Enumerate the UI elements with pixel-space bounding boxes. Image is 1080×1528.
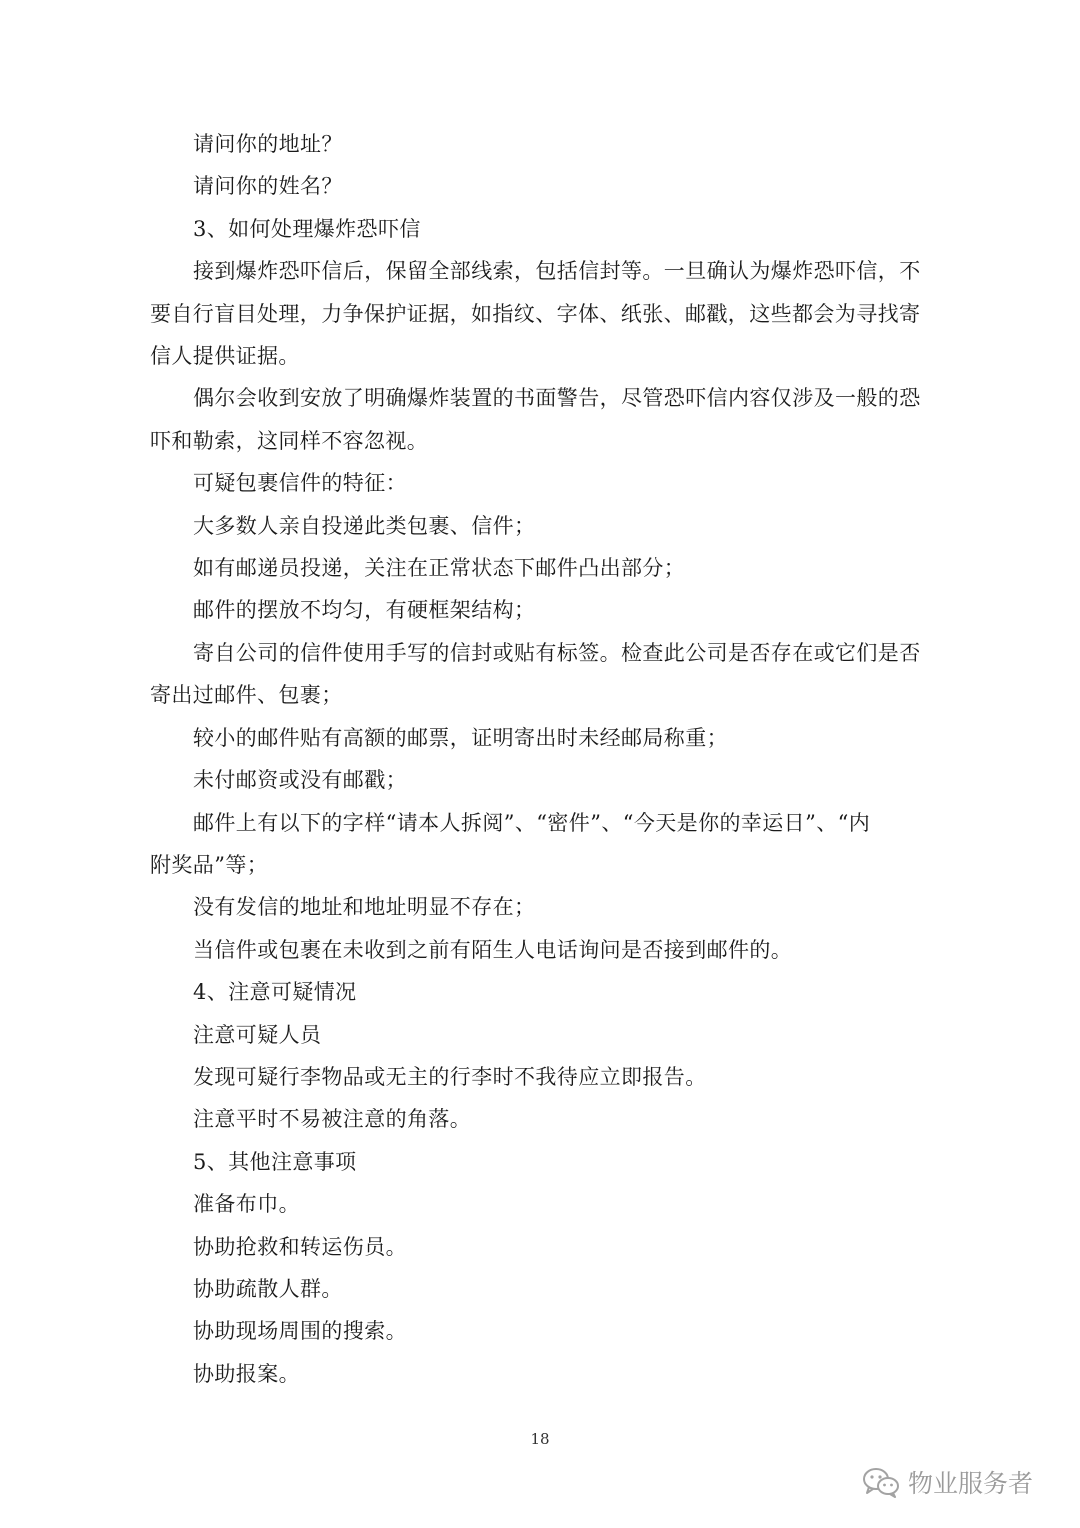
text-line: 注意平时不易被注意的角落。 (193, 1107, 472, 1132)
paragraph (150, 886, 935, 928)
paragraph (150, 1014, 935, 1056)
text-line: 寄自公司的信件使用手写的信封或贴有标签。检查此公司是否存在或它们是否 (193, 640, 921, 665)
text-line: 5、其他注意事项 (193, 1149, 357, 1174)
text-line: 如有邮递员投递，关注在正常状态下邮件凸出部分； (193, 556, 686, 581)
text-line: 大多数人亲自投递此类包裹、信件； (193, 513, 536, 538)
paragraph (150, 208, 935, 250)
text-line: 协助抢救和转运伤员。 (193, 1234, 407, 1259)
paragraph (150, 929, 935, 971)
page-number: 18 (530, 1430, 550, 1448)
text-line: 邮件上有以下的字样“请本人拆阅”、“密件”、“今天是你的幸运日”、“内 (193, 810, 871, 835)
paragraph (150, 632, 935, 717)
text-line: 可疑包裹信件的特征： (193, 471, 407, 496)
paragraph (150, 1268, 935, 1310)
paragraph (150, 1183, 935, 1225)
text-line: 信人提供证据。 (150, 344, 300, 369)
text-line: 发现可疑行李物品或无主的行李时不我待应立即报告。 (193, 1064, 707, 1089)
paragraph (150, 505, 935, 547)
text-line: 寄出过邮件、包裹； (150, 683, 343, 708)
watermark (862, 1462, 1033, 1502)
paragraph (150, 1098, 935, 1140)
paragraph (150, 123, 935, 165)
paragraph (150, 717, 935, 759)
text-line: 吓和勒索，这同样不容忽视。 (150, 428, 429, 453)
text-line: 当信件或包裹在未收到之前有陌生人电话询问是否接到邮件的。 (193, 937, 793, 962)
paragraph (150, 547, 935, 589)
text-line: 邮件的摆放不均匀，有硬框架结构； (193, 598, 536, 623)
text-line: 偶尔会收到安放了明确爆炸装置的书面警告，尽管恐吓信内容仅涉及一般的恐 (193, 386, 921, 411)
watermark-text: 物业服务者 (908, 1469, 1034, 1498)
text-line: 准备布巾。 (193, 1192, 300, 1217)
text-line: 注意可疑人员 (193, 1022, 322, 1047)
text-line: 没有发信的地址和地址明显不存在； (193, 895, 536, 920)
text-line: 接到爆炸恐吓信后，保留全部线索，包括信封等。一旦确认为爆炸恐吓信，不 (193, 259, 921, 284)
document-body (150, 123, 935, 1395)
text-line: 未付邮资或没有邮戳； (193, 768, 407, 793)
paragraph (150, 1226, 935, 1268)
paragraph (150, 462, 935, 504)
text-line: 请问你的姓名？ (193, 174, 343, 199)
paragraph (150, 165, 935, 207)
paragraph (150, 759, 935, 801)
paragraph (150, 1310, 935, 1352)
text-line: 要自行盲目处理，力争保护证据，如指纹、字体、纸张、邮戳，这些都会为寻找寄 (150, 301, 921, 326)
text-line: 协助报案。 (193, 1361, 300, 1386)
text-line: 协助现场周围的搜索。 (193, 1319, 407, 1344)
paragraph (150, 1353, 935, 1395)
paragraph (150, 802, 935, 887)
paragraph (150, 971, 935, 1013)
text-line: 3、如何处理爆炸恐吓信 (193, 216, 421, 241)
text-line: 附奖品”等； (150, 852, 269, 877)
paragraph (150, 377, 935, 462)
paragraph (150, 1056, 935, 1098)
text-line: 4、注意可疑情况 (193, 980, 357, 1005)
paragraph (150, 1141, 935, 1183)
text-line: 请问你的地址？ (193, 132, 343, 156)
text-line: 较小的邮件贴有高额的邮票，证明寄出时未经邮局称重； (193, 725, 728, 750)
wechat-icon (862, 1466, 900, 1498)
paragraph (150, 589, 935, 631)
text-line: 协助疏散人群。 (193, 1276, 343, 1301)
paragraph (150, 250, 935, 377)
